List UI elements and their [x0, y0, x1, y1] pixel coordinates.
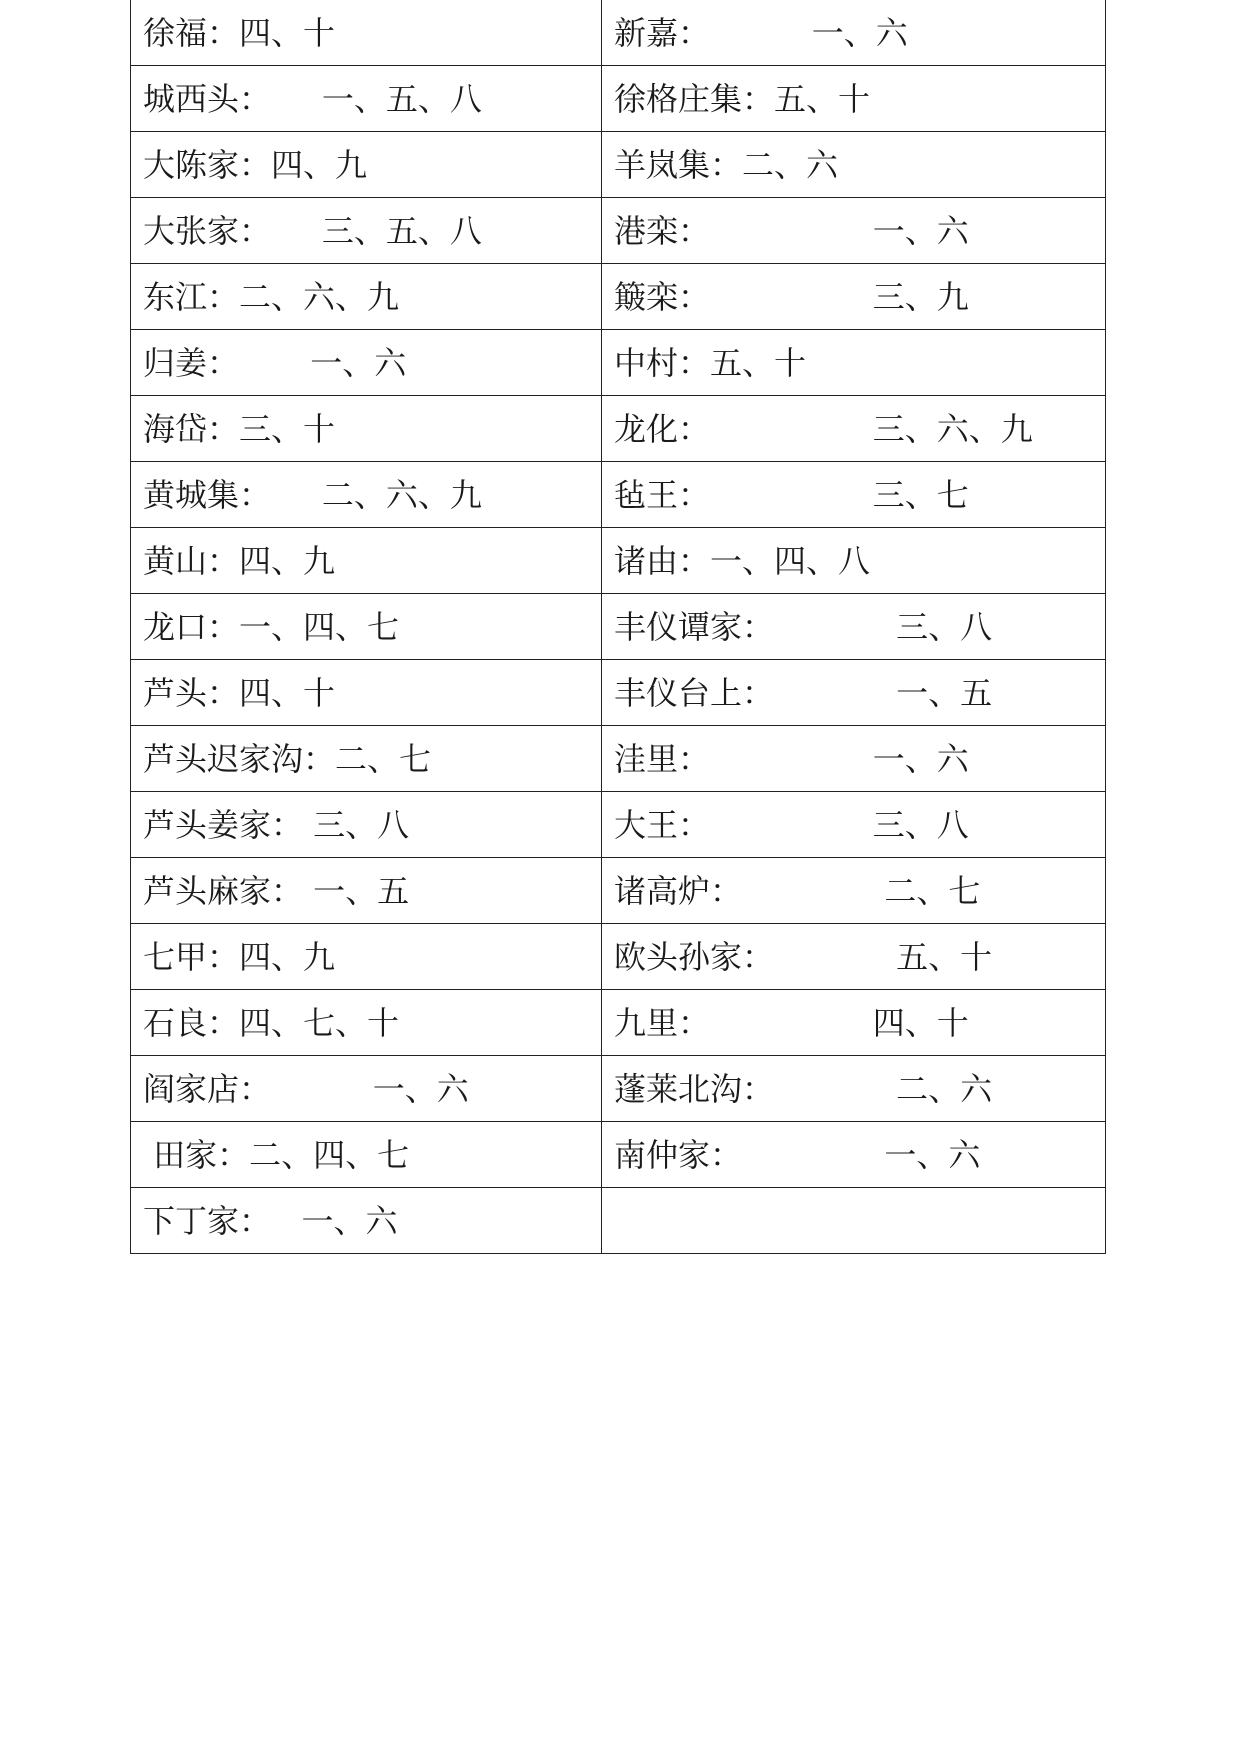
- table-cell: [131, 396, 602, 462]
- table-cell: [602, 924, 1106, 990]
- cell-text: 龙口：一、四、七: [143, 607, 400, 646]
- cell-text: 簸栾： 三、九: [614, 277, 969, 316]
- table-row: [131, 330, 1106, 396]
- cell-text: 阎家店： 一、六: [143, 1069, 469, 1108]
- cell-text: 九里： 四、十: [614, 1003, 969, 1042]
- table-row: [131, 1188, 1106, 1254]
- table-cell: [131, 858, 602, 924]
- cell-text: 归姜： 一、六: [143, 343, 407, 382]
- cell-text: 洼里： 一、六: [614, 739, 969, 778]
- cell-text: 新嘉： 一、六: [614, 13, 908, 52]
- cell-text: 欧头孙家： 五、十: [614, 937, 993, 976]
- cell-text: 大陈家：四、九: [143, 145, 368, 184]
- table-cell: [131, 792, 602, 858]
- table-row: [131, 858, 1106, 924]
- cell-text: 大张家： 三、五、八: [143, 211, 482, 250]
- table-cell: [131, 924, 602, 990]
- cell-text: 黄山：四、九: [143, 541, 336, 580]
- table-row: [131, 528, 1106, 594]
- cell-text: 芦头姜家： 三、八: [143, 805, 410, 844]
- table-cell: [131, 990, 602, 1056]
- table-row: [131, 594, 1106, 660]
- table-cell: [131, 594, 602, 660]
- table-cell: [602, 1188, 1106, 1254]
- table-row: [131, 1122, 1106, 1188]
- table-row: [131, 726, 1106, 792]
- table-row: [131, 0, 1106, 66]
- cell-text: 诸高炉： 二、七: [614, 871, 981, 910]
- table-cell: [602, 528, 1106, 594]
- table-cell: [602, 330, 1106, 396]
- table-cell: [602, 396, 1106, 462]
- cell-text: 蓬莱北沟： 二、六: [614, 1069, 993, 1108]
- cell-text: 黄城集： 二、六、九: [143, 475, 482, 514]
- table-cell: [131, 660, 602, 726]
- table-cell: [602, 132, 1106, 198]
- table-cell: [131, 0, 602, 66]
- cell-text: 丰仪谭家： 三、八: [614, 607, 993, 646]
- table-row: [131, 66, 1106, 132]
- cell-text: 东江：二、六、九: [143, 277, 400, 316]
- table-cell: [602, 1056, 1106, 1122]
- table-cell: [131, 1188, 602, 1254]
- cell-text: 下丁家： 一、六: [143, 1201, 398, 1240]
- table-cell: [602, 0, 1106, 66]
- table-cell: [131, 1056, 602, 1122]
- cell-text: 徐格庄集：五、十: [614, 79, 871, 118]
- table-cell: [602, 198, 1106, 264]
- table-cell: [131, 462, 602, 528]
- table-cell: [131, 66, 602, 132]
- cell-text: 丰仪台上： 一、五: [614, 673, 993, 712]
- table-cell: [131, 330, 602, 396]
- cell-text: 中村：五、十: [614, 343, 807, 382]
- table-cell: [131, 1122, 602, 1188]
- cell-text: 港栾： 一、六: [614, 211, 969, 250]
- table-cell: [602, 660, 1106, 726]
- cell-text: 芦头迟家沟：二、七: [143, 739, 432, 778]
- table-cell: [131, 264, 602, 330]
- cell-text: 诸由：一、四、八: [614, 541, 871, 580]
- table-row: [131, 1056, 1106, 1122]
- table-cell: [131, 132, 602, 198]
- table-cell: [602, 990, 1106, 1056]
- table-cell: [602, 594, 1106, 660]
- cell-text: 城西头： 一、五、八: [143, 79, 482, 118]
- table-cell: [602, 792, 1106, 858]
- table-cell: [602, 726, 1106, 792]
- table-cell: [131, 528, 602, 594]
- cell-text: 海岱：三、十: [143, 409, 336, 448]
- table-cell: [602, 858, 1106, 924]
- cell-text: 龙化： 三、六、九: [614, 409, 1033, 448]
- table-row: [131, 924, 1106, 990]
- table-row: [131, 198, 1106, 264]
- table-row: [131, 990, 1106, 1056]
- table-row: [131, 660, 1106, 726]
- cell-text: 石良：四、七、十: [143, 1003, 400, 1042]
- market-day-table: [130, 0, 1106, 1254]
- cell-text: 南仲家： 一、六: [614, 1135, 981, 1174]
- table-cell: [131, 198, 602, 264]
- table-row: [131, 264, 1106, 330]
- table-row: [131, 396, 1106, 462]
- table-row: [131, 792, 1106, 858]
- table-cell: [602, 264, 1106, 330]
- cell-text: 七甲：四、九: [143, 937, 336, 976]
- cell-text: 芦头麻家： 一、五: [143, 871, 410, 910]
- table-body: [131, 0, 1106, 1254]
- cell-text: 毡王： 三、七: [614, 475, 969, 514]
- table-row: [131, 132, 1106, 198]
- cell-text: 徐福：四、十: [143, 13, 336, 52]
- table-row: [131, 462, 1106, 528]
- table-cell: [602, 1122, 1106, 1188]
- cell-text: 芦头：四、十: [143, 673, 336, 712]
- table-cell: [131, 726, 602, 792]
- cell-text: 羊岚集：二、六: [614, 145, 839, 184]
- cell-text: 田家：二、四、七: [143, 1135, 410, 1174]
- cell-text: 大王： 三、八: [614, 805, 969, 844]
- table-cell: [602, 66, 1106, 132]
- table-cell: [602, 462, 1106, 528]
